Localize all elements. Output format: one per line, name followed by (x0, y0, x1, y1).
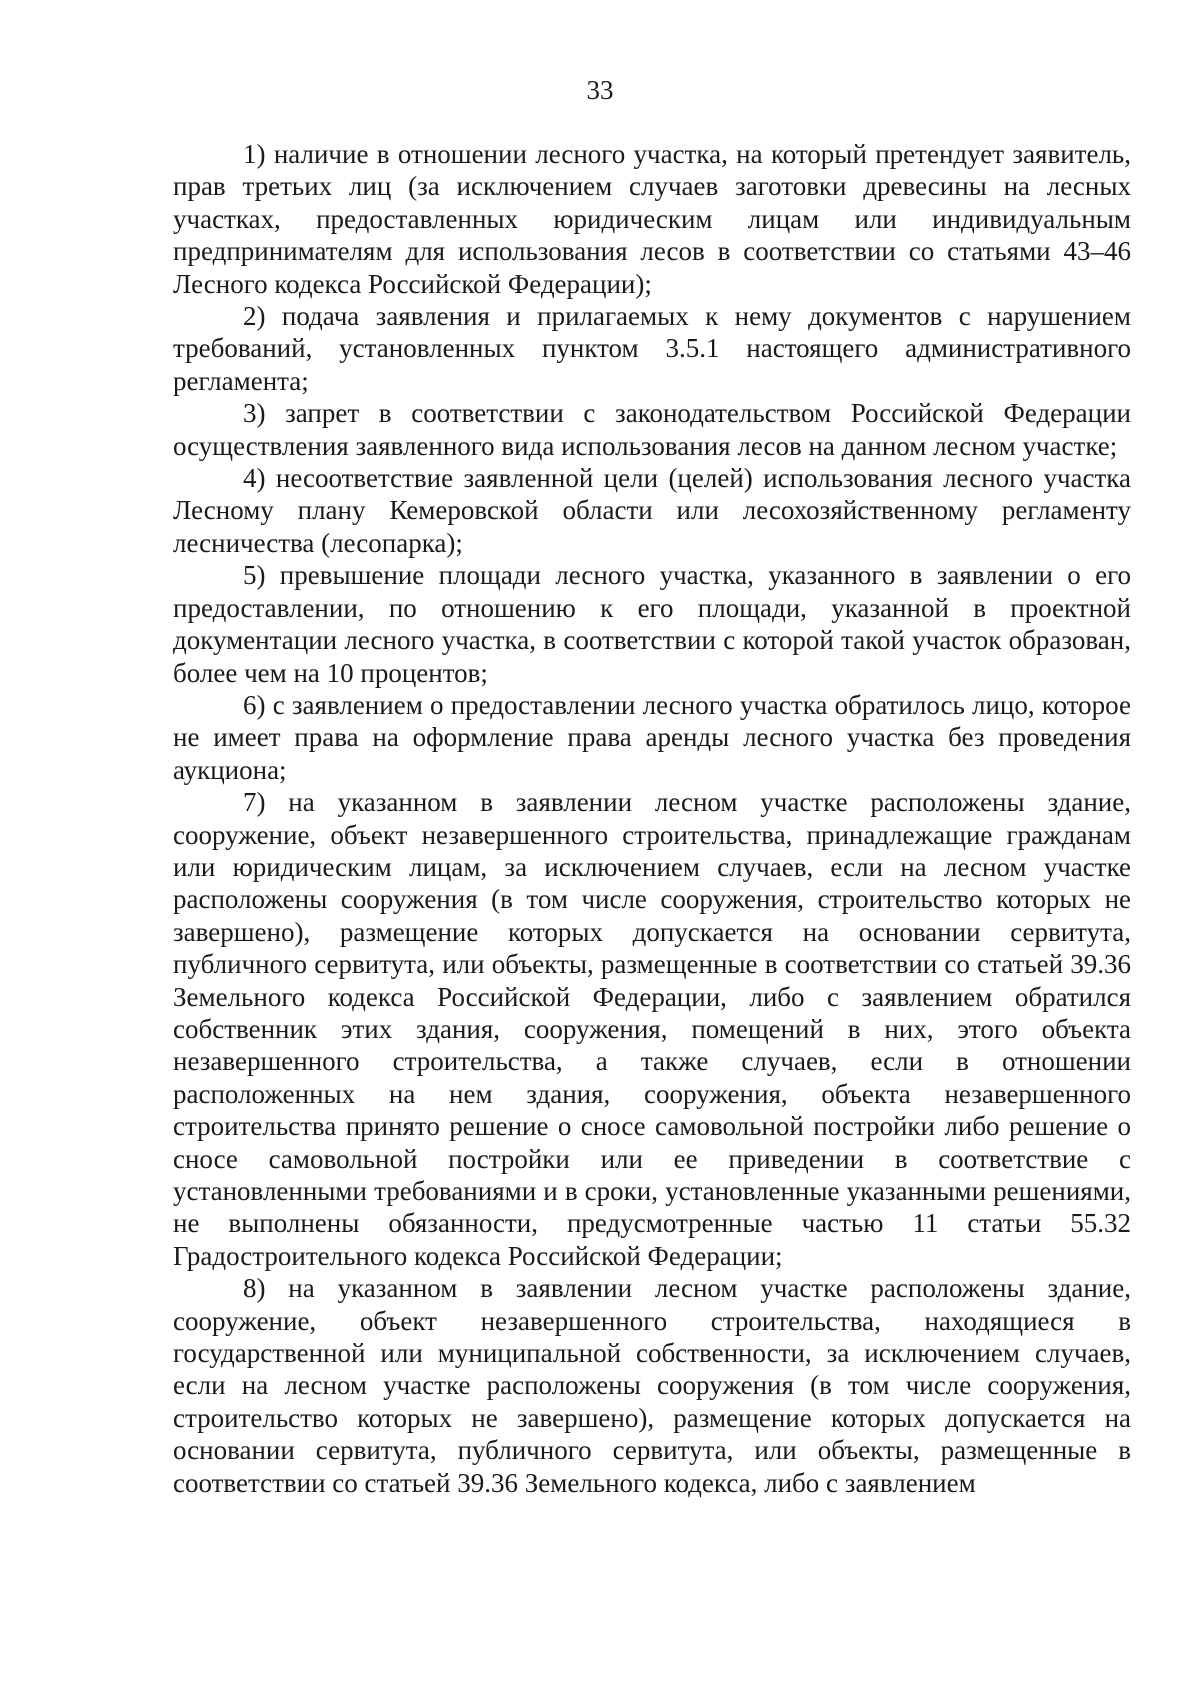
list-item-3: 3) запрет в соответствии с законодательством Российской Федерации осуществления заявленного вида использования лесов на данном лесном участке; (173, 398, 1131, 461)
list-item-8: 8) на указанном в заявлении лесном участке расположены здание, сооружение, объект незавершенного строительства, находящиеся в государственной или муниципальной собственности, за исключением случаев, если на лесном участке расположены сооружения (в том числе сооружения, строительство которых не завершено), размещение которых допускается на основании сервитута, публичного сервитута, или объекты, размещенные в соответствии со статьей 39.36 Земельного кодекса, либо с заявлением (173, 1273, 1131, 1498)
list-item-4: 4) несоответствие заявленной цели (целей) использования лесного участка Лесному плану Кемеровской области или лесохозяйственному регламенту лесничества (лесопарка); (173, 463, 1131, 558)
list-item-5: 5) превышение площади лесного участка, указанного в заявлении о его предоставлении, по отношению к его площади, указанной в проектной документации лесного участка, в соответствии с которой такой участок образован, более чем на 10 процентов; (173, 560, 1131, 688)
list-item-7: 7) на указанном в заявлении лесном участке расположены здание, сооружение, объект незавершенного строительства, принадлежащие гражданам или юридическим лицам, за исключением случаев, если на лесном участке расположены сооружения (в том числе сооружения, строительство которых не завершено), размещение которых допускается на основании сервитута, публичного сервитута, или объекты, размещенные в соответствии со статьей 39.36 Земельного кодекса Российской Федерации, либо с заявлением обратился собственник этих здания, сооружения, помещений в них, этого объекта незавершенного строительства, а также случаев, если в отношении расположенных на нем здания, сооружения, объекта незавершенного строительства принято решение о сносе самовольной постройки либо решение о сносе самовольной постройки или ее приведении в соответствие с установленными требованиями и в сроки, установленные указанными решениями, не выполнены обязанности, предусмотренные частью 11 статьи 55.32 Градостроительного кодекса Российской Федерации; (173, 787, 1131, 1271)
list-item-1: 1) наличие в отношении лесного участка, на который претендует заявитель, прав третьих лиц (за исключением случаев заготовки древесины на лесных участках, предоставленных юридическим лицам или индивидуальным предпринимателям для использования лесов в соответствии со статьями 43–46 Лесного кодекса Российской Федерации); (173, 139, 1131, 299)
document-body (173, 138, 1131, 1499)
page-number: 33 (586, 75, 614, 105)
list-item-6: 6) с заявлением о предоставлении лесного участка обратилось лицо, которое не имеет права на оформление права аренды лесного участка без проведения аукциона; (173, 689, 1131, 785)
list-item-2: 2) подача заявления и прилагаемых к нему документов с нарушением требований, установленных пунктом 3.5.1 настоящего административного регламента; (173, 301, 1131, 396)
